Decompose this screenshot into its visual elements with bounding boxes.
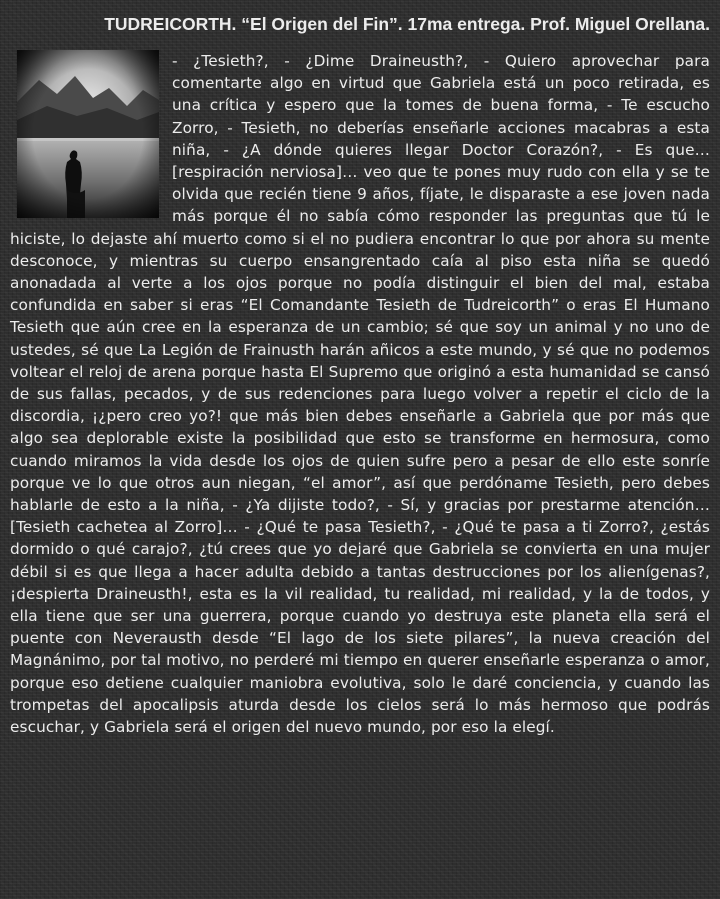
story-text: - ¿Tesieth?, - ¿Dime Draineusth?, - Quiero aprovechar para comentarte algo en virtud que Gabriela está un poco retirada, es una crítica y espero que la tomes de buena forma, - Te escucho Zorro, - Tesieth, no deberías enseñarle acciones macabras a esta niña, - ¿A dónde quieres llegar Doctor Corazón?, - Es que… [respiración nerviosa]… veo que te pones muy rudo con ella y se te olvida que recién tiene 9 años, fíjate, le disparaste a ese joven nada más porque él no sabía cómo responder las preguntas que tú le hiciste, lo dejaste ahí muerto como si el no pudiera encontrar lo que por ahora su mente desconoce, y mientras su cuerpo ensangrentado caía al piso esta niña se quedó anonadada al verte a los ojos porque no podía distinguir el bien del mal, estaba confundida en saber si eras “El Comandante Tesieth de Tudreicorth” o eras El Humano Tesieth que aún cree en la esperanza de un cambio; sé que soy un animal y no uno de ustedes, sé que La Legión de Frainusth harán añicos a este mundo, y sé que no podemos voltear el reloj de arena porque hasta El Supremo que originó a esta humanidad se cansó de sus fallas, pecados, y de sus redenciones para luego volver a repetir el ciclo de la discordia, ¡¿pero creo yo?! que más bien debes enseñarle a Gabriela que por más que algo sea deplorable existe la posibilidad que esto se transforme en hermosura, como cuando miramos la vida desde los ojos de quien sufre pero a pesar de ello este sonríe porque ve lo que otros aun niegan, “el amor”, así que perdóname Tesieth, pero debes hablarle de esto a la niña, - ¿Ya dijiste todo?, - Sí, y gracias por prestarme atención… [Tesieth cachetea al Zorro]… - ¿Qué te pasa Tesieth?, - ¿Qué te pasa a ti Zorro?, ¿estás dormido o qué carajo?, ¿tú crees que yo dejaré que Gabriela se convierta en una mujer débil si es que llega a hacer adulta debido a tantas destrucciones por los alienígenas?, ¡despierta Draineusth!, esta es la vil realidad, tu realidad, mi realidad, y la de todos, y ella tiene que ser una guerrera, porque cuando yo destruya este planeta ella será el puente con Neverausth desde “El lago de los siete pilares”, la nueva creación del Magnánimo, por tal motivo, no perderé mi tiempo en querer enseñarle esperanza o amor, porque eso detiene cualquier maniobra evolutiva, solo le daré conciencia, y cuando las trompetas del apocalipsis aturda desde los cielos será lo más hermoso que podrás escuchar, y Gabriela será el origen del nuevo mundo, por eso la elegí. xyxy=(10,52,710,737)
document-title: TUDREICORTH. “El Origen del Fin”. 17ma entrega. Prof. Miguel Orellana. xyxy=(104,14,710,34)
lake-silhouette-image xyxy=(17,50,159,218)
illustration-woman-in-lake xyxy=(17,50,159,218)
